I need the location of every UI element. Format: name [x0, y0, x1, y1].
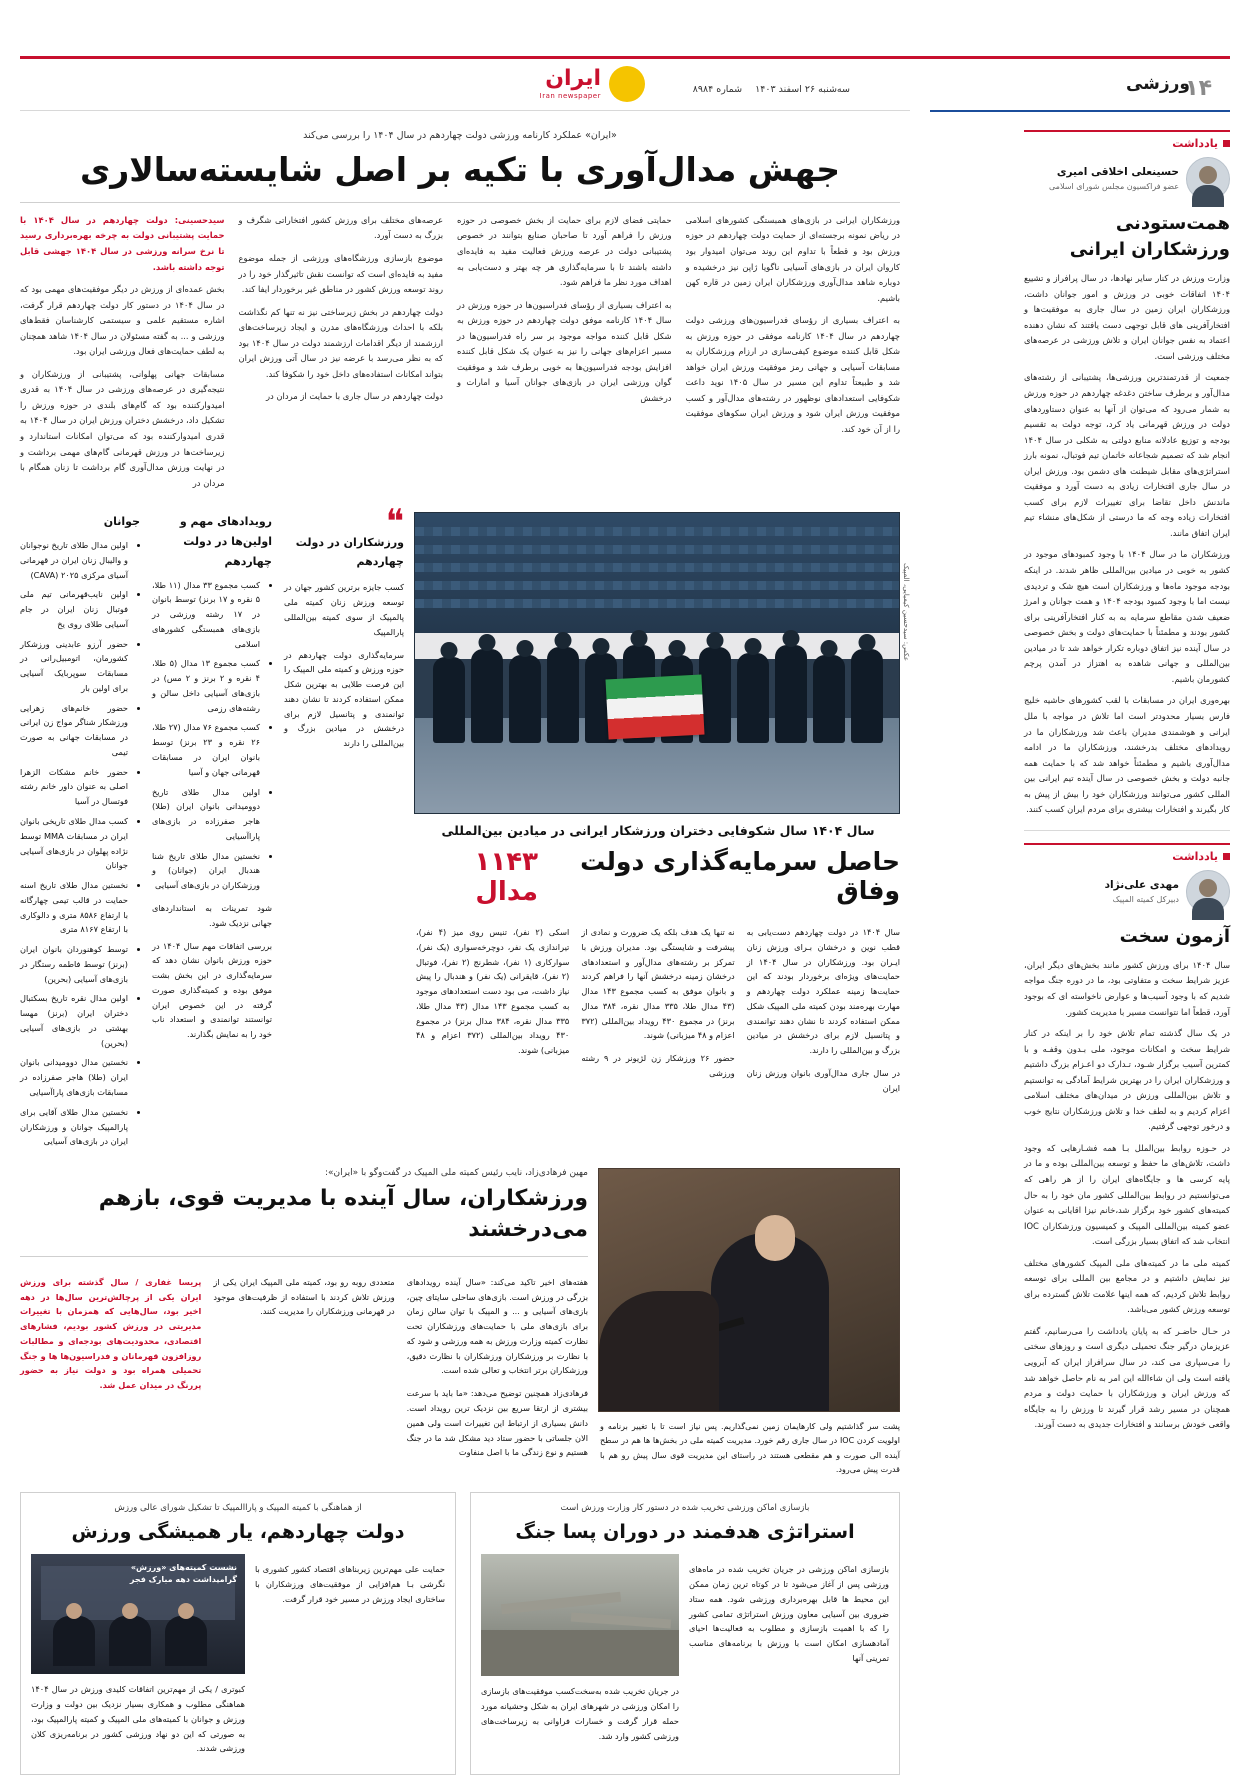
- list-item: • نخستین مدال دوومیدانی بانوان ایران (طلا) هاجر صفرزاده در مسابقات بازی‌های پاراآسیایی: [20, 1055, 128, 1099]
- interview-column: [20, 1267, 201, 1469]
- feature-statline: [416, 847, 900, 907]
- interview-caption: پشت سر گذاشتیم ولی کارهایمان زمین نمی‌گذاریم. پس نیاز است تا با تغییر برنامه و اولویت کردن IOC در سال جاری رقم خورد. مدیریت کمیته ملی در بخش‌ها ها هم در سطح آینده الی صورت و هم مقطعی هستند در راستای این مدیریت قوی سال پیش رو هم با قدرت پیش می‌رود.: [600, 1422, 900, 1475]
- list-item: • حضور آرزو عابدینی ورزشکار کشورمان، اتومبیل‌رانی در مسابقات سوپربایک آسیایی برای اولین بار: [20, 637, 128, 696]
- masthead-accent-rule: [930, 110, 1230, 112]
- source-label: سیدحسینی: دولت چهاردهم در سال ۱۴۰۴ با حمایت پشتیبانی دولت به چرخه بهره‌برداری رسید تا نرخ سرانه ورزشی در سال ۱۴۰۴ جهشی قابل توجه داشته باشد.: [20, 214, 225, 272]
- box-headline: استراتژی هدفمند در دوران پسا جنگ: [515, 1520, 855, 1543]
- page-number: ۱۴: [1185, 76, 1212, 101]
- paragraph: سرمایه‌گذاری دولت چهاردهم در حوزه ورزش و کمیته ملی المپیک را این فرصت طلایی به بهترین شکل ممکن استفاده کردند تا نشان دهند توانمندی و پتانسیل لازم برای درخشش در میادین بزرگ و بین‌المللی را دارند: [284, 649, 404, 749]
- interview-photo: [598, 1168, 900, 1412]
- list-item: • نخستین مدال طلای آقایی برای پارالمپیک جوانان و ورزشکاران ایران در بازی‌های آسیایی: [20, 1105, 128, 1149]
- avatar: [1186, 870, 1230, 914]
- quote-icon: ❝: [385, 502, 404, 543]
- committee-meeting-photo: [31, 1554, 245, 1674]
- paragraph: موضوع بازسازی ورزشگاه‌های ورزشی از جمله موضوع مفید به فایده‌ای است که توانست نقش تاثیرگذار خود را در روند توسعه ورزش کشور در مناطق غیر برخوردار ایفا کند.: [238, 252, 444, 295]
- lead-column: [239, 213, 444, 498]
- paragraph: بهره‌وری ایران در مسابقات با لقب کشورهای حاشیه خلیج فارس بسیار محدودتر است اما تلاش در مواجه با ملل ایرانی و هوشمندی مدیران باعث شد ورزشکاران ما در رویدادهای مختلف بدرخشند، ورزشکاران ما در ادامه مدال‌آوری باشیم و مطمئناً خواهد شد که با حمایت همه جانبه دولت و بخش خصوصی در سال آینده تیم ایرانی بین المللی کشور می‌توانند ورزشکاران خود را بیش از پیش به کار بگیرند و افتخارات بیشتری برای مردم ایران کسب کنند.: [1024, 695, 1230, 815]
- list-item: • اولین مدال نقره تاریخ بسکتبال دختران ایران (برنز) مهسا بهشتی در بازی‌های آسیایی (بحرین): [20, 991, 128, 1050]
- feature-sidebar-quote: [284, 502, 404, 1154]
- issue-info: [683, 84, 850, 95]
- list-item: • اولین مدال طلای تاریخ نوجوانان و والیبال زنان ایران در قهرمانی آسیای مرکزی ۲۰۲۵ (CAVA): [20, 538, 128, 582]
- note-tag-label: یادداشت: [1172, 137, 1218, 150]
- paragraph: ورزشکاران ایرانی در بازی‌های همبستگی کشورهای اسلامی در ریاض نمونه برجسته‌ای از حمایت دولت چهاردهم در حوزه ورزش بود و قطعاً با تداوم این روند می‌توان امیدوار بود کاروان ایران در بازی‌های آسیایی ناگویا ژاپن نیز درخشیده و دوباره شاهد مدال‌آوری ورزشکاران ایران زمین در قاره کهن باشیم.: [685, 214, 900, 303]
- box-column: [31, 1682, 245, 1756]
- events-title: رویدادهای مهم و اولین‌ها در دولت چهاردهم: [179, 515, 272, 568]
- masthead-rule: [20, 110, 910, 111]
- feature-caption: سال ۱۴۰۴ سال شکوفایی دختران ورزشکار ایرانی در میادین بین‌المللی: [441, 823, 875, 839]
- divider: [20, 1256, 588, 1257]
- right-rail: [1024, 130, 1230, 1767]
- paragraph: ورزشکاران ما در سال ۱۴۰۴ با وجود کمبودهای موجود در کشور به خوبی در میادین بین‌المللی ظاهر شدند. در اینکه بودجه موجود ماه‌ها و ورزشکاران است هیچ شک و تردیدی نیست اما با وجود کمبود بودجه ۱۴۰۴ و همت جوانان و امرژ ضعیف شدن مقاطع سرمایه به به کنار افتخارآفرینی برای کشور بودند و مطمئناً با حمایت‌های دولت و بخش خصوصی در سال آینده نیز اتفاق دوباره تکرار خواهد شد تا در میادین بین‌المللی و جهانی شاهده به اهتزاز در آمدن پرچم کشورمان باشیم.: [1024, 549, 1230, 684]
- list-item: • حضور خانم مشکات الزهرا اصلی به عنوان داور خانم رشته فوتسال در آسیا: [20, 765, 128, 809]
- sidebar-title: ورزشکاران در دولت چهاردهم: [295, 535, 404, 569]
- paragraph: دولت چهاردهم در سال جاری با حمایت از مردان در: [265, 391, 444, 402]
- author-role: دبیرکل کمیته المپیک: [1112, 894, 1179, 904]
- photo-seat-row: [415, 581, 899, 590]
- note-block-1: [1024, 130, 1230, 818]
- box-kicker: از هماهنگی با کمیته المپیک و پاراالمپیک تا تشکیل شورای عالی ورزش: [114, 1502, 362, 1513]
- author-name: حسینعلی اخلاقی امیری: [1056, 165, 1179, 178]
- paragraph: شود تمرینات به استانداردهای جهانی نزدیک شود.: [152, 902, 272, 928]
- photo-seat-row: [415, 527, 899, 536]
- photo-seat-row: [415, 563, 899, 572]
- bullet-icon: [1223, 853, 1230, 860]
- box-column: [255, 1554, 445, 1764]
- athlete-figure: [433, 657, 465, 743]
- box-kicker: بازسازی اماکن ورزشی تخریب شده در دستور کار وزارت ورزش است: [560, 1502, 810, 1513]
- photo-overlay-caption: نشست کمیته‌های «ورزش» گرامیداشت دهه مبارک فجر: [129, 1563, 237, 1585]
- box-photo-col: [31, 1554, 245, 1764]
- bottom-boxes: [20, 1492, 900, 1776]
- note-tag: [1024, 850, 1230, 863]
- author-role: عضو فراکسیون مجلس شورای اسلامی: [1049, 181, 1179, 191]
- athlete-figure: [737, 653, 769, 743]
- main-content: [20, 130, 910, 1775]
- author-row: [1024, 157, 1230, 201]
- lead-kicker: «ایران» عملکرد کارنامه ورزشی دولت چهاردهم در سال ۱۴۰۴ را بررسی می‌کند: [303, 130, 617, 141]
- byline: پریسا غفاری / سال گذشته برای ورزش ایران یکی از پرچالش‌ترین سال‌ها در دهه اخیر بود، سال‌هایی که همزمان با تغییرات مدیریتی در ورزش کشور بودیم، فشارهای اقتصادی، محدودیت‌های بودجه‌ای و مطالبات روزافزون قهرمانان و فدراسیون‌ها ها و جنگ تحمیلی همراه بود و دولت نیاز به حضور پررنگ در میدان عمل شد.: [20, 1276, 202, 1391]
- list-item: • حضور خانم‌های زهرایی ورزشکار شناگر مواج زن ایرانی در مسابقات جهانی به صورت تیمی: [20, 701, 128, 760]
- logo-title-fa: ایران: [545, 66, 601, 91]
- interview-column: [213, 1267, 394, 1469]
- note-body: [1024, 271, 1230, 818]
- feature-stat-number: ۱۱۴۳ مدال: [474, 846, 538, 907]
- interview-block: [20, 1168, 900, 1478]
- person-figure: [165, 1616, 207, 1666]
- athlete-figure: [509, 655, 541, 743]
- issue-date: سه‌شنبه ۲۶ اسفند ۱۴۰۳: [755, 84, 850, 95]
- paragraph: متعددی روبه رو بود، کمیته ملی المپیک ایران یکی از ورزش تلاش کردند با استفاده از ظرفیت‌های موجود در قهرمانی ورزشکاران را مدیریت کنند.: [213, 1276, 395, 1317]
- divider: [20, 202, 900, 203]
- paragraph: اسکی (۲ نفر)، تنیس روی میز (۴ نفر)، تیراندازی یک نفر، دوچرخه‌سواری (یک نفر)، سوارکاری (۱ نفر)، شطرنج (۲ نفر)، فوتبال (۲ نفر)، قایقرانی (یک نفر) و هندبال را پیش نیاز داشت، می بود دست استعدادهای موجود به کسب مجموع ۱۴۳ مدال (۴۳ مدال طلا، ۳۳۵ مدال نقره، ۳۸۴ مدال برنز) در مجموع ۴۳۰ رویداد بین‌المللی (۳۷۲ اعزام و ۴۸ میزبانی) شوند.: [416, 927, 570, 1056]
- note-title: آزمون سخت: [1119, 925, 1230, 947]
- avatar: [1186, 157, 1230, 201]
- box-column: [689, 1554, 889, 1751]
- events-list: [152, 578, 272, 893]
- paragraph: در یک سال گذشته تمام تلاش خود را بر اینکه در کنار شرایط سخت و امکانات موجود، ملی بـدون وقفـه و با کمترین آسیب برگزار شـود، تـدارک دو اعـزام بزرگ داشتیم و ورزشکاران ایران را در بهترین شرایط آمادگی به توانستیم و تلاش بین‌المللی ورزش در میدان‌های مختلف اسلامی اعزام کردیم و به لطف خدا و تلاش ورزشکاران نتایج خوب و درخور توجهی گرفتیم.: [1024, 1028, 1230, 1132]
- list-item: • نخستین مدال طلای تاریخ شنا هندبال ایران (جوانان) و ورزشکاران در بازی‌های آسیایی: [152, 849, 260, 893]
- paragraph: دولت چهاردهم در بخش زیرساختی نیز نه تنها کم نگذاشت بلکه با احداث ورزشگاه‌های مدرن و ایجاد زیرساخت‌های ارزشمند از دیگر اقدامات ارزشمند دولت در سال ۱۴۰۴ بود که به نظر می‌رسد با عرضه نیز در سال آتی ورزش ایران بتواند امکانات استفاده‌های داخل خود را شکوفا کند.: [238, 306, 444, 379]
- note-title: همت‌ستودنی ورزشکاران ایرانی: [1069, 213, 1230, 261]
- feature-body-col: [581, 917, 734, 1104]
- note-tag-label: یادداشت: [1172, 849, 1218, 863]
- paragraph: در جریان تخریب شده به‌سخت‌کسب موفقیت‌های بازسازی را امکان ورزشی در شهرهای ایران به شکل وحشیانه مورد حمله قرار گرفت و خسارات فراوانی به زیرساخت‌های ورزشی کشور وارد شد.: [481, 1686, 679, 1741]
- paragraph: حضور ۲۶ ورزشکار زن لژیونر در ۹ رشته ورزشی: [581, 1053, 735, 1079]
- feature-block: [20, 502, 910, 1154]
- note-block-2: [1024, 843, 1230, 1433]
- interview-kicker: مهین فرهادی‌زاد، نایب رئیس کمیته ملی المپیک در گفت‌وگو با «ایران»:: [324, 1168, 588, 1179]
- sun-icon: [609, 66, 645, 102]
- note-body: [1024, 958, 1230, 1433]
- paragraph: مسابقات جهانی پهلوانی، پشتیبانی از ورزشکاران و نتیجه‌گیری در عرصه‌های ورزشی در سال ۱۴۰۴ به قدری امیدوارکننده بود که گام‌های بلندی در حوزه ورزش را تشکیل داد، درخشش دختران ورزش ایران در سال ۱۴۰۴ به قدری امیدوارکننده بود که می‌توان امکانات استاندارد و زیرساخت‌ها در ورزش قهرمانی گام‌های مهمی برداشت و در نهایت ورزش مدال‌آوری گام برداشت تا زنان همگام با مردان در: [20, 368, 225, 488]
- person-figure: [53, 1616, 95, 1666]
- paragraph: سال ۱۴۰۴ برای ورزش کشور مانند بخش‌های دیگر ایران، عزیز شرایط سخت و متفاوتی بود، ما در دوره جنگ مواجه شدیم که با وجود آسیب‌ها و عوارض ناخواسته ای که بوجود آورد، قطعاً اما نتوانست مسیر با مدیریت کشور.: [1024, 959, 1230, 1017]
- lead-columns: [20, 213, 900, 498]
- person-face: [755, 1215, 795, 1261]
- divider: [1024, 830, 1230, 831]
- author-row: [1024, 870, 1230, 914]
- iran-flag-icon: [605, 675, 704, 740]
- paragraph: کمیته ملی ما در کمیته‌های ملی المپیک کشورهای مختلف نیز نمایش داشتیم و در مجامع بین المللی برای توسعه روابط تلاش کردیم، که همه اینها علامت تلاش گسترده برای توسعه ورزش کشور می‌باشد.: [1024, 1257, 1230, 1315]
- top-rule: [20, 56, 1230, 59]
- list-item: • اولین مدال طلای تاریخ دوومیدانی بانوان ایران (طلا) هاجر صفرزاده در بازی‌های پاراآسیایی: [152, 785, 260, 844]
- box-photo-col: [481, 1554, 679, 1751]
- destroyed-venue-photo: [481, 1554, 679, 1676]
- photo-seat-row: [415, 599, 899, 608]
- feature-stat-text: حاصل سرمایه‌گذاری دولت وفاق: [580, 846, 900, 905]
- paragraph: بررسی اتفاقات مهم سال ۱۴۰۴ در حوزه ورزش بانوان نشان دهد که سرمایه‌گذاری در این بخش بشت موفق بوده و کمیته‌گذاری صورت گرفته در این خصوص ایران توانستند توانمندی و استعداد ناب خود را به نمایش بگذارند.: [152, 940, 272, 1040]
- lead-headline: جهش مدال‌آوری با تکیه بر اصل شایسته‌سالاری: [79, 150, 841, 189]
- lead-column: [20, 213, 225, 498]
- lead-column: [686, 213, 900, 498]
- interview-column: [407, 1267, 588, 1469]
- person-figure: [109, 1616, 151, 1666]
- feature-body-col: [416, 917, 569, 1104]
- photo-seat-row: [415, 545, 899, 554]
- photo-rubble: [481, 1630, 679, 1676]
- logo-title-en: Iran newspaper: [539, 92, 601, 100]
- box-headline: دولت چهاردهم، یار همیشگی ورزش: [71, 1520, 405, 1543]
- box-left-war: [470, 1492, 900, 1776]
- list-item: • کسب مجموع ۱۳ مدال (۵ طلا، ۴ نقره و ۲ برنز و ۲ مس) در بازی‌های آسیایی داخل سالن و رشته‌های رزمی: [152, 656, 260, 715]
- paragraph: به اعتراف بسیاری از رؤسای فدراسیون‌های ورزشی دولت چهاردهم در سال ۱۴۰۴ کارنامه موفقی در حوزه ورزش به شکل قابل کننده موضوع کیفی‌سازی در ارزام ورزشکاران به مسابقات آسیایی و جهانی رمز موفقیت ورزش ایران خواهد شد و طبیعتاً تداوم این مسیر در سال ۱۴۰۵ نوید داعت شکوفایی استعدادهای نوظهور در رشته‌های مدال‌آور و کسب موفقیت ورزش ایران شود و ورزش ایران سکوهای موفقیت را از آن خود کند.: [685, 315, 900, 434]
- athlete-figure: [775, 645, 807, 743]
- paragraph: در حـوزه روابط بین‌الملل بـا همه فشـارهایی که وجود داشت، تلاش‌های ما حفظ و توسعه بین‌المللی بوده و ما در پایه کرسی ها و جایگاه‌های ایران را از هر راهی که می‌توانستیم در روابط بین‌المللی کشور مان خود را به حال کمیته‌های کشور خود برگزار شد،خانم نیزا اقایانی به عنوان عضو کمیته بین‌المللی المپیک و کمیسیون ورزشکاران IOC انتخاب شد که اتفاق بسیار بزرگی است.: [1024, 1142, 1230, 1247]
- paragraph: بازسازی اماکن ورزشی در جریان تخریب شده در ماه‌های ورزشی پس از آغاز می‌شود تا در کوتاه ترین زمان ممکن این محیط ها قابل بهره‌برداری ورزشی شود. همه ستاد ضروری بین آسیایی معاون ورزش استراتژی تمامی کشور را که با اهمیت بازسازی و مطلوب به فعالیت‌ها احیای آمادهسازی امکان است با ورزش با برنامه‌های مناسب تمرینی آنها: [689, 1564, 889, 1664]
- paragraph: در سال جاری مدال‌آوری بانوان ورزش زنان ایران: [746, 1068, 900, 1093]
- paragraph: عرصه‌های مختلف برای ورزش کشور افتخاراتی شگرف و بزرگ به دست آورد.: [238, 214, 444, 241]
- paragraph: حمایتی فضای لازم برای حمایت از بخش خصوصی در حوزه ورزش را فراهم آورد تا صاحبان صنایع بتوانند در خصوص پشتیبانی دولت در عرصه ورزش فعالیت مفید به فایده‌ای داشته باشند تا با سرمایه‌گذاری هر چه بهتر و دست‌یابی به اهداف مورد نظر ما فراهم شود.: [457, 214, 672, 288]
- list-item: • کسب مجموع ۷۶ مدال (۲۷ طلا، ۲۶ نقره و ۲۳ برنز) توسط بانوان ایران در مسابقات قهرمانی جهان و آسیا: [152, 720, 260, 779]
- bullet-icon: [1223, 140, 1230, 147]
- box-column: [481, 1684, 679, 1743]
- newspaper-logo: [540, 66, 645, 102]
- interview-text-col: [20, 1168, 588, 1478]
- paragraph: کبوتری / یکی از مهم‌ترین اتفاقات کلیدی ورزش در سال ۱۴۰۴ هماهنگی مطلوب و همکاری بسیار نزدیک بین دولت و وزارت ورزش و جوانان با کمیته‌های ملی المپیک و کمیته پارالمپیک بود، به صورتی که این دو نهاد ورزشی کشور در برنامه‌ریزی کلان ورزشی شدند.: [31, 1684, 245, 1754]
- masthead: [20, 62, 1230, 124]
- athlete-figure: [547, 647, 579, 743]
- lead-column: [457, 213, 671, 498]
- list-item: • نخستین مدال طلای تاریخ اسنه حمایت در قالب تیمی چهارگانه با ارتفاع ۸۵۸۶ متری و دالوکاری با ارتفاع ۸۱۶۷ متری: [20, 878, 128, 937]
- paragraph: بخش عمده‌ای از ورزش در دیگر موفقیت‌های مهمی بود که در سال ۱۴۰۴ در دستور کار دولت چهاردهم قرار گرفت، اشاره مستقیم علمی و سیستمی کارشناسان فقط‌های ورزشی و ... به گفته مسئولان در سال ۱۴۰۴ شاهد همچنان به لطف حمایت‌های فعال ورزشی ایران بود.: [20, 284, 225, 357]
- list-item: • اولین نایب‌قهرمانی تیم ملی فوتبال زنان ایران در جام آسیایی طلای روی یخ: [20, 587, 128, 631]
- feature-body-col: [747, 917, 900, 1104]
- paragraph: سال ۱۴۰۴ در دولت چهاردهم دست‌یابی به قطب نوین و درخشان بـرای ورزش زنان ایـران بود. ورزشکاران در سال ۱۴۰۴ از حمایت‌های ویژه‌ای برخوردار بودند که این حمایت‌ها زمینه عملکرد دولت چهاردهم و مهارت بهره‌مند بودن کمیته ملی المپیک شکل ممکن استفاده کردند تا نشان دهند توانمندی و پتانسیل لازم برای درخشش در میادین بزرگ و بین‌المللی را دارند.: [746, 927, 900, 1056]
- paragraph: در حـال حاضـر که به پایان یادداشت را می‌رسانیم، گفتم عزیزمان درگیر جنگ تحمیلی دیگری است و روزهای سختی را می‌سپاری می کند، در سال سرافراز ایران که آبرویی یافته است ولی ان شاءالله این امر به نام حاصل خواهد شد که ورزش ایران و ورزشکاران با حمایت دولت و مردم همچنان در مسیر رشد قرار گیرند تا ورزش را به جایگاه واقعی خودش برسانند و افتخارات جدیدی به دست آورند.: [1024, 1325, 1230, 1430]
- issue-number: شماره ۸۹۸۴: [692, 84, 743, 95]
- list-item: • کسب مجموع ۳۳ مدال (۱۱ طلا، ۵ نقره و ۱۷ برنز) توسط بانوان در ۱۷ رشته ورزشی در بازی‌های همبستگی کشورهای اسلامی: [152, 578, 260, 652]
- paragraph: جمعیت از قدرتمندترین ورزشی‌ها، پشتیبانی از رشته‌های مدال‌آور و برطرف ساختن دغدغه چهاردهم در حوزه ورزش به شمار می‌رود که می‌توان از آنها به عنوان دستاوردهای دولت در ورزش قهرمانی یاد کرد، توجه دولت به تقسیم بودجه و توزیع عادلانه منابع دولتی به شکلی در سال ۱۴۰۴ انجام شد که تصمیم شجاعانه خاتمان تیم فوتبال، نمونه بارز استراتژی‌های مقابل شیطنت های دشمن بود. ورزش ایران در سال جاری افتخارات زیادی به دست آورد و موفقیت ماندنش داخل تقاضا برای تغییرات لازم برای کسب افتخارات زیاده وجه که ما درستی از شکل‌های منشاء تیم ایران اتفاق مانند.: [1024, 372, 1230, 538]
- foreground-figure: [599, 1291, 719, 1411]
- athlete-figure: [471, 649, 503, 743]
- youth-list: [20, 538, 140, 1149]
- feature-youth-col: [20, 512, 140, 1154]
- athlete-figure: [813, 655, 845, 743]
- interview-headline: ورزشکاران، سال آینده با مدیریت قوی، بازهم می‌درخشند: [98, 1186, 588, 1242]
- paragraph: کسب جایزه برترین کشور جهان در توسعه ورزش زنان کمیته ملی پالمپیک از سوی کمیته بین‌المللی پارالمپیک: [284, 582, 404, 637]
- feature-photo: [414, 512, 910, 814]
- interview-photo-col: [600, 1168, 900, 1478]
- athlete-figure: [851, 649, 883, 743]
- paragraph: به اعتراف بسیاری از رؤسای فدراسیون‌ها در حوزه ورزش در سال ۱۴۰۴ کارنامه موفق دولت چهاردهم در حوزه ورزش به شکل قابل کننده مواجه موجود بر سر راه فدراسیون‌ها در مسیر اعزام‌های جهانی را نیز به عنوان یک شکل قابل کننده افزایش بودجه فدراسیون‌ها به خوبی برطرف شد و موفقیت گوان ورزشی ایران در بازی‌های جوانان آسیا و امارات و درخشش: [457, 299, 672, 403]
- paragraph: هفته‌های اخیر تاکید می‌کند: «سال آینده رویدادهای بزرگی در ورزش است. بازی‌های ساحلی سایتای چین، بازی‌های آسیایی و ... و المپیک با توان سالن زمان برای بازی‌های ملی با حمایت‌های ورزشکاران تحت نظارت کمیته وزارت ورزش به همه ورزشی و شود که با نظارت بر ورزشکاران ورزشکاران با نظارت دقیق، ورزشکاران برتر انتخاب و تعالی شده است.: [406, 1276, 588, 1376]
- note-tag: [1024, 137, 1230, 150]
- paragraph: نه تنها یک هدف بلکه یک ضرورت و نمادی از پیشرفت و شایستگی بود. مدیران ورزش با تمرکز بر رشته‌های مدال‌آور و استعدادهای درخشان زمینه درخشش آنها را فراهم کردند و بانوان موفق به کسب مجموع ۱۴۳ مدال (۴۳ مدال طلا، ۳۳۵ مدال نقره، ۳۸۴ مدال برنز) در مجموع ۴۳۰ رویداد بین‌المللی (۳۷۲ اعزام و ۴۸ میزبانی) شوند.: [581, 927, 735, 1041]
- box-right-government: [20, 1492, 456, 1776]
- feature-events-col: [152, 512, 272, 1154]
- photo-athletes: [427, 623, 887, 743]
- list-item: • کسب مدال طلای تاریخی بانوان ایران در مسابقات MMA توسط نژاده پهلوان در بازی‌های آسیایی جوانان: [20, 814, 128, 873]
- photo-credit: عکس: سیدحسین کیمیایی، المپیک: [902, 563, 910, 662]
- section-title: ورزشی: [1125, 74, 1190, 94]
- feature-left: [416, 512, 910, 1154]
- paragraph: حمایت علی مهم‌ترین زیربناهای اقتصاد کشور کشوری با نگرشی بـا هم‌افزایی از موفقیت‌های ورزشکاران با ساختاری ایجاد ورزش در مسیر خود قرار گرفت.: [255, 1564, 445, 1604]
- author-name: مهدی علی‌نژاد: [1104, 878, 1179, 891]
- paragraph: فرهادی‌زاد همچنین توضیح می‌دهد: «ما باید با سرعت بیشتری از ارتقا سریع بین نزدیک ترین رویداد است. دانش بسیاری از ارتباط این تغییرات است ولی همین الان جلساتی با حضور ستاد دید مشکل شد ما در جنگ هستیم و نوع زندگی ما با اصل منفاوت: [406, 1388, 588, 1458]
- paragraph: وزارت ورزش در کنار سایر نهادها، در سال پرافراز و تشییع ۱۴۰۴ اتفاقات خوبی در ورزش و امور جوانان داشت، ورزشکاران ایران زمین در سال جاری به موفقیت‌ها و افتخارآفرینی های قابل توجهی دست یافتند که نشان دهنده اعتماد به نفس جوانان ایران و تلاش ورزشی در عرصه‌های مختلف ورزشی است.: [1024, 273, 1230, 361]
- youth-title: جوانان: [103, 515, 140, 529]
- list-item: • توسط کوهنوردان بانوان ایران (برنز) توسط فاطمه رستگار در بازی‌های آسیایی (بحرین): [20, 942, 128, 986]
